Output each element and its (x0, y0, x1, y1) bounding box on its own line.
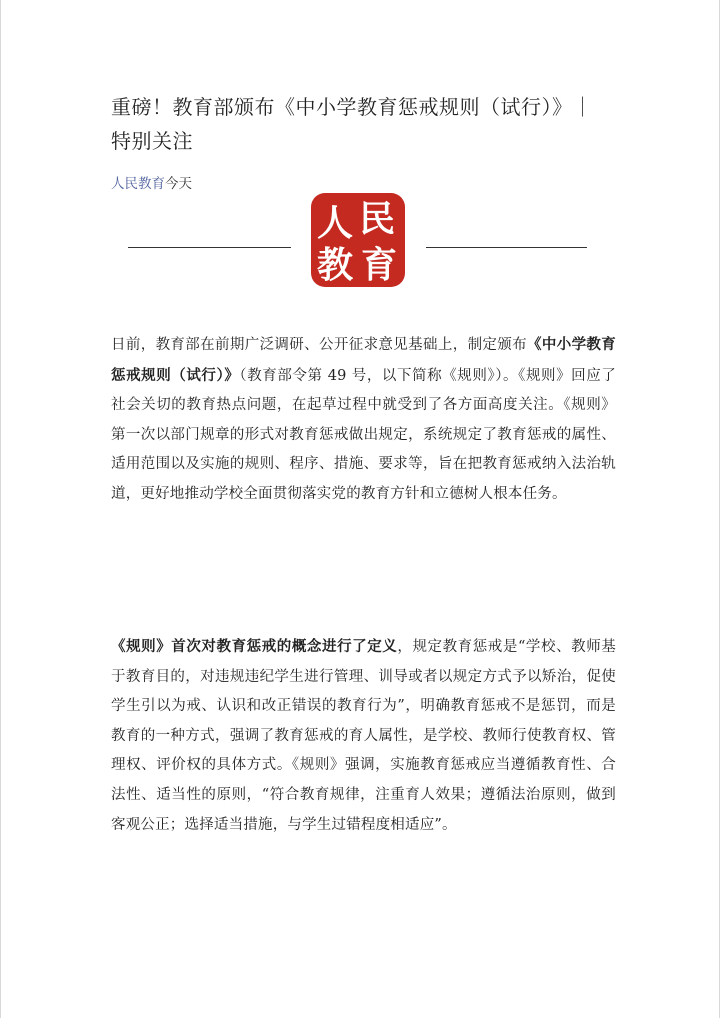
paragraph-definition (111, 632, 616, 840)
paragraph-intro (111, 330, 616, 510)
publish-date: 今天 (165, 176, 192, 192)
paragraph-definition-body: ，规定教育惩戒是“学校、教师基于教育目的，对违规违纪学生进行管理、训导或者以规定方式予以矫治，促使学生引以为戒、认识和改正错误的教育行为”，明确教育惩戒不是惩罚，而是教育的一种方式，强调了教育惩戒的育人属性，是学校、教师行使教育权、管理权、评价权的具体方式。《规则》强调，实施教育惩戒应当遵循教育性、合法性、适当性的原则，“符合教育规律，注重育人效果；遵循法治原则，做到客观公正；选择适当措施，与学生过错程度相适应”。 (111, 639, 616, 833)
definition-heading: 《规则》首次对教育惩戒的概念进行了定义 (111, 638, 398, 655)
logo-char-jiao: 教 (317, 244, 354, 286)
paragraph-intro-body: （教育部令第 49 号，以下简称《规则》）。《规则》回应了社会关切的教育热点问题，在起草过程中就受到了各方面高度关注。《规则》第一次以部门规章的形式对教育惩戒做出规定，系统规定了教育惩戒的属性、适用范围以及实施的规则、程序、措施、要求等，旨在把教育惩戒纳入法治轨道，更好地推动学校全面贯彻落实党的教育方针和立德树人根本任务。 (111, 367, 616, 502)
logo-char-ren: 人 (317, 202, 354, 244)
article-title: 重磅！教育部颁布《中小学教育惩戒规则（试行）》｜ 特别关注 (111, 95, 593, 153)
logo-graphic (311, 193, 405, 287)
article-byline (111, 174, 192, 194)
logo-char-yu: 育 (361, 244, 398, 286)
logo-char-min: 民 (359, 198, 396, 240)
renmin-jiaoyu-logo (311, 193, 405, 287)
source-link[interactable]: 人民教育 (111, 176, 165, 192)
paragraph-intro-lead: 日前，教育部在前期广泛调研、公开征求意见基础上，制定颁布 (111, 337, 527, 353)
divider-left (128, 247, 291, 248)
regulation-name: 《中小学教育惩戒规则（试行）》 (111, 336, 616, 384)
divider-right (426, 247, 587, 248)
